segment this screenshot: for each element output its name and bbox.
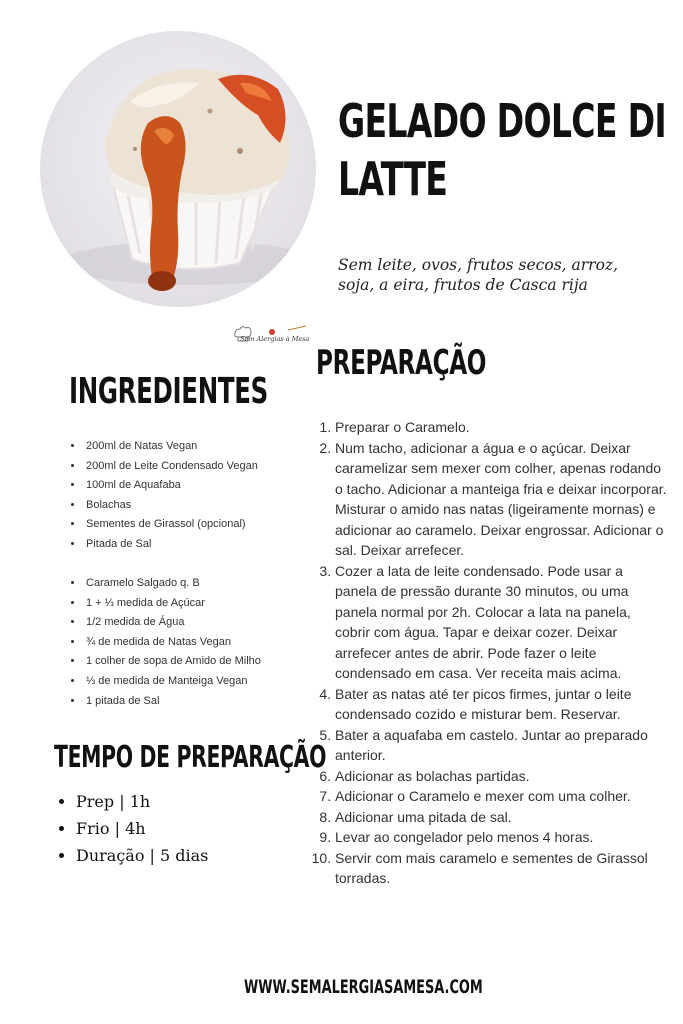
prep-time-heading: TEMPO DE PREPARAÇÃO — [54, 740, 327, 775]
ice-cream-illustration — [40, 31, 316, 307]
ingredients-heading: INGREDIENTES — [69, 371, 268, 412]
brand-logo-text: Sem Alergias à Mesa — [240, 335, 310, 343]
step-item: 8. Adicionar uma pitada de sal. — [335, 807, 667, 828]
recipe-title-line-1: GELADO DOLCE DI — [338, 94, 666, 148]
prep-time-item: • Prep | 1h — [76, 788, 208, 815]
website-link[interactable]: WWW.SEMALERGIASAMESA.COM — [244, 976, 483, 998]
step-item: 7. Adicionar o Caramelo e mexer com uma colher. — [335, 786, 667, 807]
prep-time-list — [58, 788, 208, 869]
ingredient-item: • Caramelo Salgado q. B — [84, 574, 261, 594]
ice-cream-photo — [40, 31, 316, 307]
step-item: 2. Num tacho, adicionar a água e o açúcar. Deixar caramelizar sem mexer com colher, apenas rodando o tacho. Adicionar a manteiga fria e deixar incorporar. Misturar o amido nas natas (ligeiramente mornas) e adicionar ao caramelo. Deixar engrossar. Adicionar o sal. Deixar arrefecer. — [335, 438, 667, 561]
ingredient-item: • Bolachas — [84, 496, 258, 516]
ingredient-item: • Pitada de Sal — [84, 535, 258, 555]
ingredient-item: • 1 colher de sopa de Amido de Milho — [84, 652, 261, 672]
ingredients-list-caramel — [68, 574, 261, 711]
ingredient-item: • 200ml de Natas Vegan — [84, 437, 258, 457]
ingredient-item: • 100ml de Aquafaba — [84, 476, 258, 496]
recipe-title-line-2: LATTE — [338, 152, 448, 206]
allergen-subtitle: Sem leite, ovos, frutos secos, arroz, soja, a eira, frutos de Casca rija — [338, 256, 618, 294]
ingredient-item: • 1 pitada de Sal — [84, 692, 261, 712]
ingredient-item: • Sementes de Girassol (opcional) — [84, 515, 258, 535]
ingredient-item: • 1 + ⅓ medida de Açúcar — [84, 594, 261, 614]
step-item: 9. Levar ao congelador pelo menos 4 horas. — [335, 827, 667, 848]
brand-logo — [232, 324, 310, 350]
step-item: 6. Adicionar as bolachas partidas. — [335, 766, 667, 787]
preparation-heading: PREPARAÇÃO — [316, 343, 487, 383]
ingredients-list-main — [68, 437, 258, 555]
chill-time-item: • Frio | 4h — [76, 815, 208, 842]
step-item: 10. Servir com mais caramelo e sementes de Girassol torradas. — [335, 848, 667, 889]
recipe-title — [338, 92, 666, 208]
step-item: 1. Preparar o Caramelo. — [335, 417, 667, 438]
step-item: 4. Bater as natas até ter picos firmes, juntar o leite condensado cozido e misturar bem. Reservar. — [335, 684, 667, 725]
step-item: 3. Cozer a lata de leite condensado. Pode usar a panela de pressão durante 30 minutos, ou uma panela normal por 2h. Colocar a lata na panela, cobrir com água. Tapar e deixar cozer. Deixar arrefecer antes de abrir. Pode fazer o leite condensado em casa. Ver receita mais acima. — [335, 561, 667, 684]
preparation-steps — [316, 417, 667, 889]
ingredient-item: • 200ml de Leite Condensado Vegan — [84, 457, 258, 477]
step-item: 5. Bater a aquafaba em castelo. Juntar ao preparado anterior. — [335, 725, 667, 766]
ingredient-item: • ¾ de medida de Natas Vegan — [84, 633, 261, 653]
ingredient-item: • 1/2 medida de Água — [84, 613, 261, 633]
ingredient-item: • ⅓ de medida de Manteiga Vegan — [84, 672, 261, 692]
shelf-life-item: • Duração | 5 dias — [76, 842, 208, 869]
